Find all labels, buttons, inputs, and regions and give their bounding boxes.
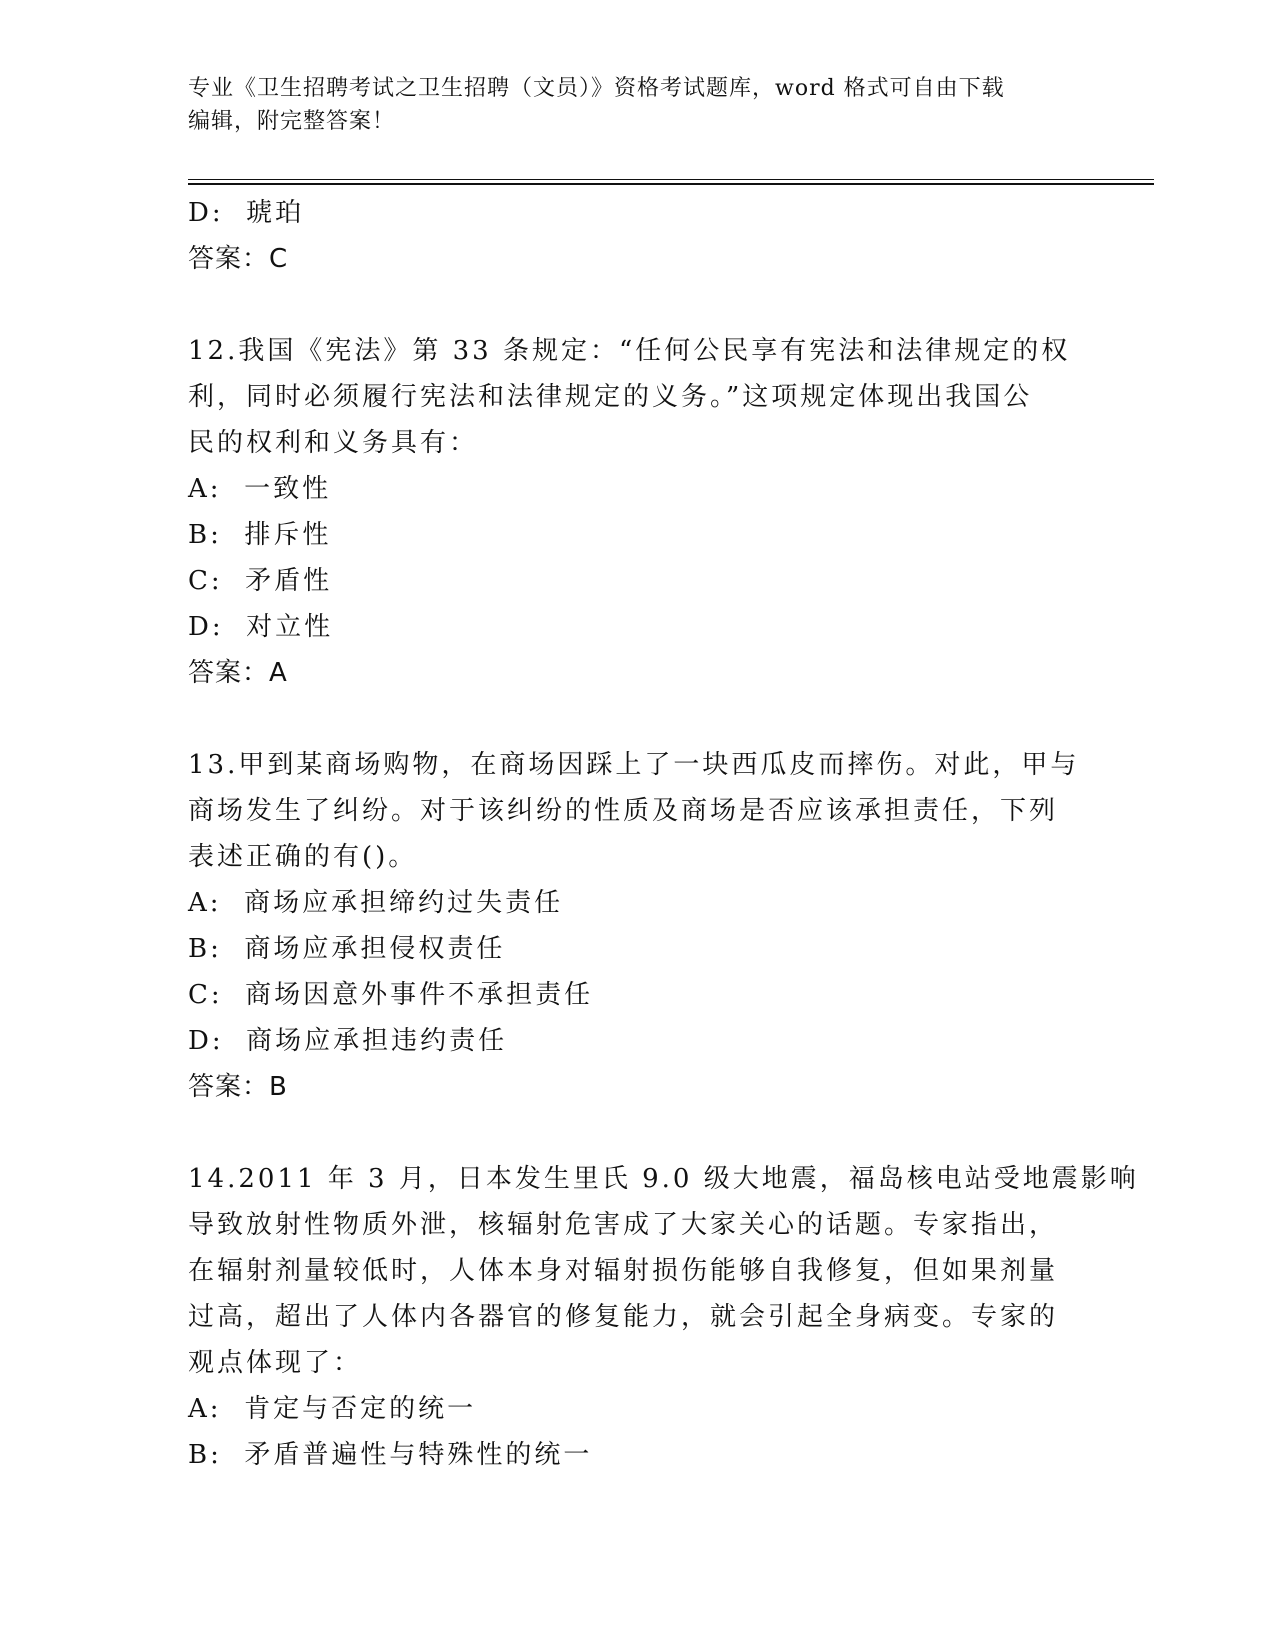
answer-line: 答案：B: [188, 1072, 288, 1102]
option-b: B: 矛盾普遍性与特殊性的统一: [188, 1440, 593, 1470]
answer-line: 答案：A: [188, 658, 288, 688]
option-b: B: 排斥性: [188, 520, 332, 550]
question-text-line: 13.甲到某商场购物，在商场因踩上了一块西瓜皮而摔伤。对此，甲与: [188, 750, 1080, 780]
question-12: [188, 328, 1088, 696]
question-11-tail: [188, 190, 1088, 282]
question-13: [188, 742, 1088, 1110]
option-a: A: 一致性: [188, 474, 332, 504]
option-d: D: 琥珀: [188, 198, 305, 228]
question-text-line: 12.我国《宪法》第 33 条规定：“任何公民享有宪法和法律规定的权: [188, 336, 1071, 366]
page-header: [188, 72, 1088, 138]
document-body: [188, 190, 1139, 1478]
question-14: [188, 1156, 1139, 1478]
header-line-2: 编辑，附完整答案！: [188, 109, 396, 134]
question-text-line: 民的权利和义务具有：: [188, 428, 479, 458]
question-text-line: 过高，超出了人体内各器官的修复能力，就会引起全身病变。专家的: [188, 1302, 1059, 1332]
header-divider-top: [188, 179, 1154, 180]
header-divider-bottom: [188, 183, 1154, 185]
option-d: D: 对立性: [188, 612, 334, 642]
question-text-line: 利，同时必须履行宪法和法律规定的义务。”这项规定体现出我国公: [188, 382, 1033, 412]
question-text-line: 商场发生了纠纷。对于该纠纷的性质及商场是否应该承担责任，下列: [188, 796, 1059, 826]
option-b: B: 商场应承担侵权责任: [188, 934, 506, 964]
option-c: C: 商场因意外事件不承担责任: [188, 980, 594, 1010]
header-line-1: 专业《卫生招聘考试之卫生招聘（文员）》资格考试题库，word 格式可自由下载: [188, 76, 1005, 101]
option-a: A: 商场应承担缔约过失责任: [188, 888, 564, 918]
option-a: A: 肯定与否定的统一: [188, 1394, 477, 1424]
option-d: D: 商场应承担违约责任: [188, 1026, 508, 1056]
question-text-line: 14.2011 年 3 月，日本发生里氏 9.0 级大地震，福岛核电站受地震影响: [188, 1164, 1139, 1194]
option-c: C: 矛盾性: [188, 566, 333, 596]
question-text-line: 观点体现了：: [188, 1348, 363, 1378]
question-text-line: 在辐射剂量较低时，人体本身对辐射损伤能够自我修复，但如果剂量: [188, 1256, 1059, 1286]
answer-line: 答案：C: [188, 244, 289, 274]
question-text-line: 表述正确的有()。: [188, 842, 418, 872]
question-text-line: 导致放射性物质外泄，核辐射危害成了大家关心的话题。专家指出，: [188, 1210, 1059, 1240]
